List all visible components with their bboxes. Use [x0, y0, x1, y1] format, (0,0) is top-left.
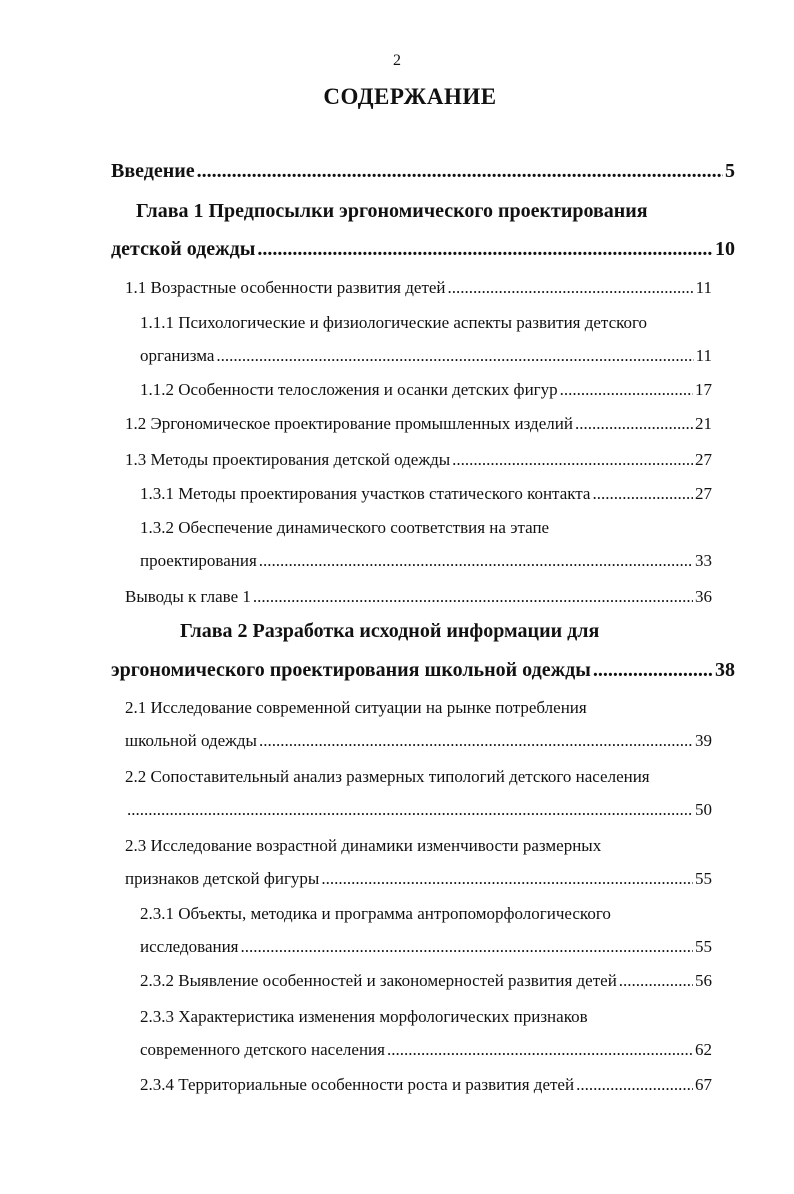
toc-page: 50: [695, 800, 712, 819]
toc-entry-1-1-1-line1: 1.1.1 Психологические и физиологические аспекты развития детского: [140, 313, 648, 332]
toc-page: 33: [695, 551, 712, 570]
toc-label: детской одежды: [111, 238, 256, 260]
toc-page: 5: [725, 160, 735, 182]
toc-label: школьной одежды: [125, 731, 257, 750]
toc-entry-2-3[interactable]: [125, 869, 712, 889]
toc-label: эргономического проектирования школьной одежды: [111, 659, 591, 681]
toc-label: организма: [140, 346, 215, 365]
dot-leader: [259, 731, 693, 751]
toc-page: 10: [715, 238, 735, 260]
dot-leader: [592, 484, 693, 504]
toc-label: 2.3.2 Выявление особенностей и закономерностей развития детей: [140, 971, 617, 990]
toc-page: 27: [695, 484, 712, 503]
toc-label: 1.3.1 Методы проектирования участков статического контакта: [140, 484, 591, 503]
toc-entry-2-2-line1: 2.2 Сопоставительный анализ размерных типологий детского населения: [125, 767, 650, 786]
toc-entry-2-1-line1: 2.1 Исследование современной ситуации на рынке потребления: [125, 698, 587, 717]
toc-page: 55: [695, 937, 712, 956]
toc-entry-1-3-2[interactable]: [140, 551, 712, 571]
toc-entry-2-3-1-line1: 2.3.1 Объекты, методика и программа антропоморфологического: [140, 904, 611, 923]
toc-page: 55: [695, 869, 712, 888]
toc-label: признаков детской фигуры: [125, 869, 320, 888]
toc-label: 1.1.2 Особенности телосложения и осанки детских фигур: [140, 380, 558, 399]
toc-entry-1-1[interactable]: [125, 278, 712, 298]
toc-entry-2-1[interactable]: [125, 731, 712, 751]
dot-leader: [259, 551, 693, 571]
toc-entry-1-3-1[interactable]: [140, 484, 712, 504]
toc-entry-1-1-1[interactable]: [140, 346, 712, 366]
toc-entry-chapter1-line1: Глава 1 Предпосылки эргономического проектирования: [136, 200, 648, 222]
dot-leader: [216, 346, 693, 366]
dot-leader: [575, 414, 693, 434]
toc-page: 56: [695, 971, 712, 990]
page-title: СОДЕРЖАНИЕ: [323, 84, 497, 109]
toc-entry-2-3-4[interactable]: [140, 1075, 712, 1095]
dot-leader: [127, 800, 693, 820]
dot-leader: [241, 937, 693, 957]
dot-leader: [197, 160, 723, 183]
toc-entry-chapter1[interactable]: [111, 238, 735, 261]
toc-label: Введение: [111, 160, 195, 182]
toc-page: 21: [695, 414, 712, 433]
toc-page: 17: [695, 380, 712, 399]
toc-page: 11: [695, 346, 712, 365]
toc-entry-chapter2[interactable]: [111, 659, 735, 682]
dot-leader: [452, 450, 693, 470]
toc-page: 38: [715, 659, 735, 681]
toc-entry-intro[interactable]: [111, 160, 735, 183]
dot-leader: [253, 587, 693, 607]
toc-entry-2-3-3-line1: 2.3.3 Характеристика изменения морфологических признаков: [140, 1007, 588, 1026]
toc-label: 2.3.4 Территориальные особенности роста и развития детей: [140, 1075, 575, 1094]
toc-label: исследования: [140, 937, 239, 956]
toc-page: 67: [695, 1075, 712, 1094]
toc-page: 11: [695, 278, 712, 297]
dot-leader: [387, 1040, 693, 1060]
toc-page: 27: [695, 450, 712, 469]
toc-page: 62: [695, 1040, 712, 1059]
dot-leader: [576, 1075, 693, 1095]
dot-leader: [619, 971, 693, 991]
dot-leader: [448, 278, 694, 298]
toc-entry-2-3-1[interactable]: [140, 937, 712, 957]
dot-leader: [560, 380, 693, 400]
toc-label: современного детского населения: [140, 1040, 385, 1059]
dot-leader: [257, 238, 713, 261]
toc-entry-1-1-2[interactable]: [140, 380, 712, 400]
page-number: 2: [393, 52, 401, 69]
toc-entry-chapter2-line1: Глава 2 Разработка исходной информации для: [180, 620, 600, 642]
toc-entry-2-3-3[interactable]: [140, 1040, 712, 1060]
toc-entry-conclusions-1[interactable]: [125, 587, 712, 607]
dot-leader: [593, 659, 713, 682]
toc-label: 1.1 Возрастные особенности развития детей: [125, 278, 446, 297]
toc-entry-1-3-2-line1: 1.3.2 Обеспечение динамического соответствия на этапе: [140, 518, 550, 537]
toc-label: 1.2 Эргономическое проектирование промышленных изделий: [125, 414, 573, 433]
toc-label: проектирования: [140, 551, 257, 570]
toc-page: 36: [695, 587, 712, 606]
toc-entry-2-3-2[interactable]: [140, 971, 712, 991]
toc-label: 1.3 Методы проектирования детской одежды: [125, 450, 451, 469]
toc-entry-1-3[interactable]: [125, 450, 712, 470]
toc-entry-1-2[interactable]: [125, 414, 712, 434]
toc-label: Выводы к главе 1: [125, 587, 251, 606]
toc-entry-2-2[interactable]: [125, 800, 712, 820]
toc-entry-2-3-line1: 2.3 Исследование возрастной динамики изменчивости размерных: [125, 836, 602, 855]
dot-leader: [321, 869, 693, 889]
toc-page: 39: [695, 731, 712, 750]
